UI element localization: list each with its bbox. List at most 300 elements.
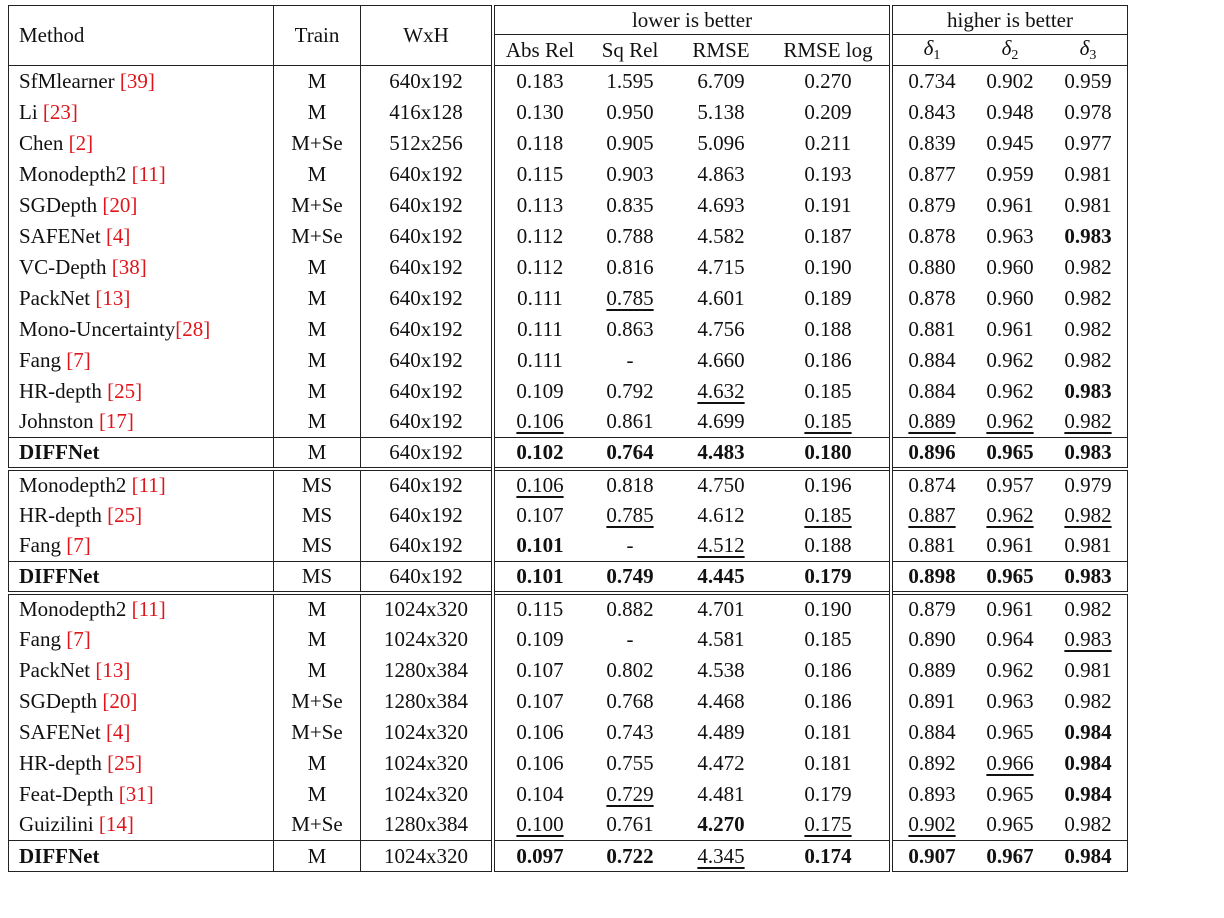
- metric-value: -: [626, 347, 634, 372]
- header-rmse-log: RMSE log: [767, 35, 891, 66]
- metric-value: 0.902: [908, 812, 956, 837]
- train-cell: M: [274, 314, 361, 345]
- method-cell: [9, 500, 274, 531]
- table-row: [9, 562, 1128, 593]
- metric-value: 0.961: [986, 596, 1034, 621]
- rmse-cell: [675, 717, 767, 748]
- delta2-cell: [971, 624, 1049, 655]
- sq-rel-cell: [585, 841, 675, 872]
- rmse-log-cell: [767, 810, 891, 841]
- delta3-cell: [1049, 500, 1128, 531]
- resolution-cell: 640x192: [361, 190, 494, 221]
- sq-rel-cell: [585, 283, 675, 314]
- metric-value: 0.978: [1064, 99, 1112, 124]
- method-cell: [9, 469, 274, 500]
- metric-value: 0.270: [804, 68, 852, 93]
- resolution-cell: 1280x384: [361, 686, 494, 717]
- abs-rel-cell: [493, 748, 585, 779]
- metric-value: 0.962: [986, 378, 1034, 403]
- metric-value: 1.595: [606, 68, 654, 93]
- resolution-cell: 1280x384: [361, 810, 494, 841]
- resolution-cell: 1024x320: [361, 841, 494, 872]
- citation-link[interactable]: [11]: [131, 161, 166, 186]
- metric-value: 0.960: [986, 254, 1034, 279]
- method-name: DIFFNet: [19, 843, 100, 868]
- header-abs-rel: Abs Rel: [493, 35, 585, 66]
- table-row: [9, 190, 1128, 221]
- delta1-cell: [891, 314, 971, 345]
- method-name: Chen: [19, 130, 69, 155]
- method-name: Johnston: [19, 409, 99, 434]
- method-name: Monodepth2: [19, 472, 132, 497]
- delta2-cell: [971, 407, 1049, 438]
- delta3-cell: [1049, 686, 1128, 717]
- metric-value: 0.109: [516, 378, 564, 403]
- resolution-cell: 640x192: [361, 252, 494, 283]
- citation-link[interactable]: [7]: [66, 626, 91, 651]
- rmse-log-cell: [767, 283, 891, 314]
- metric-value: 4.863: [697, 161, 745, 186]
- abs-rel-cell: [493, 252, 585, 283]
- metric-value: 0.982: [1064, 502, 1112, 527]
- metric-value: 0.962: [986, 409, 1034, 434]
- metric-value: 0.984: [1064, 781, 1112, 806]
- metric-value: 0.861: [606, 409, 654, 434]
- resolution-cell: 640x192: [361, 469, 494, 500]
- rmse-cell: [675, 686, 767, 717]
- method-cell: [9, 438, 274, 469]
- abs-rel-cell: [493, 655, 585, 686]
- delta2-cell: [971, 97, 1049, 128]
- metric-value: 0.179: [804, 781, 852, 806]
- citation-link[interactable]: [7]: [66, 347, 91, 372]
- metric-value: 0.907: [908, 843, 956, 868]
- delta1-cell: [891, 717, 971, 748]
- abs-rel-cell: [493, 97, 585, 128]
- train-cell: M: [274, 376, 361, 407]
- citation-link[interactable]: [11]: [131, 472, 166, 497]
- metric-value: 0.892: [908, 750, 956, 775]
- rmse-cell: [675, 97, 767, 128]
- delta3-cell: [1049, 190, 1128, 221]
- metric-value: 0.961: [986, 316, 1034, 341]
- train-cell: M: [274, 779, 361, 810]
- rmse-cell: [675, 438, 767, 469]
- metric-value: 0.882: [606, 596, 654, 621]
- delta2-cell: [971, 345, 1049, 376]
- sq-rel-cell: [585, 66, 675, 97]
- metric-value: 4.701: [697, 596, 745, 621]
- method-cell: [9, 407, 274, 438]
- metric-value: 0.190: [804, 254, 852, 279]
- resolution-cell: 1024x320: [361, 779, 494, 810]
- citation-link[interactable]: [38]: [111, 254, 147, 279]
- delta1-cell: [891, 624, 971, 655]
- metric-value: 0.115: [516, 596, 564, 621]
- rmse-log-cell: [767, 841, 891, 872]
- metric-value: 0.835: [606, 192, 654, 217]
- delta3-cell: [1049, 314, 1128, 345]
- metric-value: 0.903: [606, 161, 654, 186]
- delta1-cell: [891, 531, 971, 562]
- resolution-cell: 640x192: [361, 283, 494, 314]
- metric-value: 0.188: [804, 316, 852, 341]
- metric-value: 0.189: [804, 285, 852, 310]
- rmse-cell: [675, 66, 767, 97]
- metric-value: 0.982: [1064, 688, 1112, 713]
- train-cell: MS: [274, 469, 361, 500]
- metric-value: 0.180: [804, 439, 852, 464]
- header-lower-is-better: lower is better: [493, 6, 891, 35]
- citation-link[interactable]: [20]: [102, 688, 138, 713]
- metric-value: 0.191: [804, 192, 852, 217]
- metric-value: 0.891: [908, 688, 956, 713]
- citation-link[interactable]: [13]: [95, 285, 131, 310]
- rmse-log-cell: [767, 779, 891, 810]
- header-resolution: WxH: [361, 6, 494, 66]
- metric-value: 0.965: [986, 812, 1034, 837]
- delta2-cell: [971, 686, 1049, 717]
- method-cell: [9, 624, 274, 655]
- rmse-log-cell: [767, 159, 891, 190]
- metric-value: 0.880: [908, 254, 956, 279]
- method-name: HR-depth: [19, 750, 108, 775]
- sq-rel-cell: [585, 748, 675, 779]
- abs-rel-cell: [493, 128, 585, 159]
- metric-value: 0.889: [908, 409, 956, 434]
- sq-rel-cell: [585, 686, 675, 717]
- metric-value: 0.818: [606, 472, 654, 497]
- citation-link[interactable]: [4]: [105, 223, 131, 248]
- metric-value: 0.962: [986, 347, 1034, 372]
- metric-value: 0.983: [1064, 626, 1112, 651]
- delta3-cell: [1049, 128, 1128, 159]
- table-row: [9, 376, 1128, 407]
- delta1-cell: [891, 655, 971, 686]
- sq-rel-cell: [585, 190, 675, 221]
- method-name: PackNet: [19, 285, 96, 310]
- sq-rel-cell: [585, 252, 675, 283]
- metric-value: 0.893: [908, 781, 956, 806]
- delta3-cell: [1049, 748, 1128, 779]
- method-cell: [9, 841, 274, 872]
- delta3-cell: [1049, 779, 1128, 810]
- metric-value: 0.879: [908, 596, 956, 621]
- metric-value: 4.538: [697, 657, 745, 682]
- train-cell: MS: [274, 562, 361, 593]
- metric-value: 0.890: [908, 626, 956, 651]
- train-cell: M: [274, 655, 361, 686]
- delta3-cell: [1049, 717, 1128, 748]
- resolution-cell: 640x192: [361, 438, 494, 469]
- metric-value: 0.981: [1064, 657, 1112, 682]
- train-cell: M: [274, 283, 361, 314]
- citation-link[interactable]: [4]: [105, 719, 131, 744]
- rmse-log-cell: [767, 686, 891, 717]
- sq-rel-cell: [585, 717, 675, 748]
- metric-value: 0.977: [1064, 130, 1112, 155]
- method-name: HR-depth: [19, 378, 108, 403]
- rmse-cell: [675, 810, 767, 841]
- metric-value: 4.756: [697, 316, 745, 341]
- delta3-cell: [1049, 407, 1128, 438]
- method-cell: [9, 655, 274, 686]
- train-cell: M: [274, 407, 361, 438]
- metric-value: 0.104: [516, 781, 564, 806]
- sq-rel-cell: [585, 469, 675, 500]
- metric-value: 0.966: [986, 750, 1034, 775]
- delta2-cell: [971, 593, 1049, 624]
- rmse-log-cell: [767, 407, 891, 438]
- citation-link[interactable]: [39]: [119, 68, 155, 93]
- metric-value: 0.185: [804, 626, 852, 651]
- delta1-cell: [891, 841, 971, 872]
- citation-link[interactable]: [28]: [175, 316, 211, 341]
- metric-value: 0.785: [606, 285, 654, 310]
- resolution-cell: 640x192: [361, 500, 494, 531]
- delta3-cell: [1049, 841, 1128, 872]
- metric-value: 0.193: [804, 161, 852, 186]
- metric-value: 0.945: [986, 130, 1034, 155]
- citation-link[interactable]: [23]: [42, 99, 78, 124]
- header-delta3: $\delta_3$: [1049, 35, 1128, 66]
- delta2-cell: [971, 314, 1049, 345]
- metric-value: 4.483: [697, 439, 745, 464]
- citation-link[interactable]: [25]: [107, 750, 143, 775]
- sq-rel-cell: [585, 779, 675, 810]
- rmse-log-cell: [767, 190, 891, 221]
- citation-link[interactable]: [20]: [102, 192, 138, 217]
- metric-value: 0.983: [1064, 223, 1112, 248]
- rmse-log-cell: [767, 500, 891, 531]
- header-higher-is-better: higher is better: [891, 6, 1128, 35]
- header-delta1: $\delta_1$: [891, 35, 971, 66]
- table-row: [9, 686, 1128, 717]
- citation-link[interactable]: [2]: [68, 130, 94, 155]
- metric-value: 4.660: [697, 347, 745, 372]
- table-row: [9, 593, 1128, 624]
- delta2-cell: [971, 469, 1049, 500]
- method-cell: [9, 531, 274, 562]
- delta3-cell: [1049, 97, 1128, 128]
- abs-rel-cell: [493, 376, 585, 407]
- sq-rel-cell: [585, 97, 675, 128]
- metric-value: 0.115: [516, 161, 564, 186]
- metric-value: 0.181: [804, 719, 852, 744]
- metric-value: 4.715: [697, 254, 745, 279]
- sq-rel-cell: [585, 562, 675, 593]
- metric-value: 0.884: [908, 378, 956, 403]
- delta1-cell: [891, 810, 971, 841]
- header-rmse: RMSE: [675, 35, 767, 66]
- sq-rel-cell: [585, 531, 675, 562]
- train-cell: M: [274, 97, 361, 128]
- method-cell: [9, 252, 274, 283]
- rmse-cell: [675, 376, 767, 407]
- citation-link[interactable]: [25]: [107, 502, 143, 527]
- method-name: Monodepth2: [19, 161, 132, 186]
- metric-value: 0.190: [804, 596, 852, 621]
- metric-value: 0.962: [986, 502, 1034, 527]
- method-cell: [9, 717, 274, 748]
- delta2-cell: [971, 252, 1049, 283]
- rmse-log-cell: [767, 252, 891, 283]
- method-name: PackNet: [19, 657, 96, 682]
- delta1-cell: [891, 562, 971, 593]
- rmse-log-cell: [767, 438, 891, 469]
- rmse-cell: [675, 252, 767, 283]
- method-cell: [9, 221, 274, 252]
- metric-value: 0.957: [986, 472, 1034, 497]
- abs-rel-cell: [493, 810, 585, 841]
- sq-rel-cell: [585, 624, 675, 655]
- metric-value: 0.111: [517, 316, 563, 341]
- table-row: [9, 438, 1128, 469]
- abs-rel-cell: [493, 686, 585, 717]
- train-cell: M: [274, 748, 361, 779]
- citation-link[interactable]: [13]: [95, 657, 131, 682]
- metric-value: 0.961: [986, 192, 1034, 217]
- metric-value: 0.881: [908, 533, 956, 558]
- delta3-cell: [1049, 283, 1128, 314]
- train-cell: MS: [274, 531, 361, 562]
- delta2-cell: [971, 500, 1049, 531]
- sq-rel-cell: [585, 500, 675, 531]
- delta2-cell: [971, 717, 1049, 748]
- metric-value: 0.981: [1064, 192, 1112, 217]
- method-cell: [9, 190, 274, 221]
- sq-rel-cell: [585, 159, 675, 190]
- metric-value: 5.096: [697, 130, 745, 155]
- citation-link[interactable]: [25]: [107, 378, 143, 403]
- metric-value: 0.959: [1064, 68, 1112, 93]
- table-row: [9, 283, 1128, 314]
- sq-rel-cell: [585, 376, 675, 407]
- method-cell: [9, 686, 274, 717]
- metric-value: 0.843: [908, 99, 956, 124]
- rmse-log-cell: [767, 748, 891, 779]
- metric-value: 4.581: [697, 626, 745, 651]
- delta3-cell: [1049, 810, 1128, 841]
- citation-link[interactable]: [14]: [98, 812, 134, 837]
- method-cell: [9, 562, 274, 593]
- abs-rel-cell: [493, 221, 585, 252]
- method-cell: [9, 128, 274, 159]
- delta2-cell: [971, 841, 1049, 872]
- metric-value: 0.183: [516, 68, 564, 93]
- delta2-cell: [971, 438, 1049, 469]
- metric-value: 4.468: [697, 688, 745, 713]
- delta3-cell: [1049, 469, 1128, 500]
- delta2-cell: [971, 531, 1049, 562]
- citation-link[interactable]: [17]: [98, 409, 134, 434]
- rmse-log-cell: [767, 562, 891, 593]
- delta1-cell: [891, 500, 971, 531]
- abs-rel-cell: [493, 159, 585, 190]
- metric-value: 0.979: [1064, 472, 1112, 497]
- header-sq-rel: Sq Rel: [585, 35, 675, 66]
- metric-value: 0.768: [606, 688, 654, 713]
- metric-value: 0.174: [804, 843, 852, 868]
- table-row: [9, 252, 1128, 283]
- metric-value: 0.761: [606, 812, 654, 837]
- metric-value: 4.270: [697, 812, 745, 837]
- metric-value: 0.982: [1064, 812, 1112, 837]
- table-row: [9, 159, 1128, 190]
- rmse-log-cell: [767, 97, 891, 128]
- metric-value: 4.345: [697, 843, 745, 868]
- results-table: [8, 5, 1128, 872]
- abs-rel-cell: [493, 345, 585, 376]
- method-cell: [9, 314, 274, 345]
- header-train: Train: [274, 6, 361, 66]
- delta1-cell: [891, 376, 971, 407]
- metric-value: 0.816: [606, 254, 654, 279]
- method-cell: [9, 159, 274, 190]
- metric-value: 0.896: [908, 439, 956, 464]
- resolution-cell: 640x192: [361, 159, 494, 190]
- rmse-cell: [675, 283, 767, 314]
- delta2-cell: [971, 562, 1049, 593]
- citation-link[interactable]: [7]: [66, 533, 91, 558]
- table-body: [9, 66, 1128, 872]
- abs-rel-cell: [493, 779, 585, 810]
- metric-value: 0.863: [606, 316, 654, 341]
- abs-rel-cell: [493, 407, 585, 438]
- sq-rel-cell: [585, 345, 675, 376]
- abs-rel-cell: [493, 562, 585, 593]
- metric-value: 0.839: [908, 130, 956, 155]
- method-name: SGDepth: [19, 688, 103, 713]
- sq-rel-cell: [585, 810, 675, 841]
- metric-value: 0.100: [516, 812, 564, 837]
- metric-value: 0.097: [516, 843, 564, 868]
- metric-value: 0.982: [1064, 316, 1112, 341]
- delta1-cell: [891, 66, 971, 97]
- method-cell: [9, 345, 274, 376]
- citation-link[interactable]: [11]: [131, 596, 166, 621]
- method-name: SAFENet: [19, 223, 106, 248]
- metric-value: 0.878: [908, 285, 956, 310]
- rmse-cell: [675, 190, 767, 221]
- rmse-log-cell: [767, 531, 891, 562]
- citation-link[interactable]: [31]: [118, 781, 154, 806]
- table-row: [9, 624, 1128, 655]
- metric-value: 0.960: [986, 285, 1034, 310]
- metric-value: 0.967: [986, 843, 1034, 868]
- resolution-cell: 512x256: [361, 128, 494, 159]
- delta3-cell: [1049, 66, 1128, 97]
- header-delta2: $\delta_2$: [971, 35, 1049, 66]
- delta2-cell: [971, 128, 1049, 159]
- metric-value: 5.138: [697, 99, 745, 124]
- resolution-cell: 1024x320: [361, 748, 494, 779]
- delta1-cell: [891, 779, 971, 810]
- abs-rel-cell: [493, 190, 585, 221]
- metric-value: 0.984: [1064, 719, 1112, 744]
- table-row: [9, 345, 1128, 376]
- metric-value: 0.982: [1064, 347, 1112, 372]
- metric-value: 0.734: [908, 68, 956, 93]
- method-name: HR-depth: [19, 502, 108, 527]
- table-row: [9, 531, 1128, 562]
- metric-value: 0.982: [1064, 596, 1112, 621]
- train-cell: M: [274, 438, 361, 469]
- metric-value: 4.632: [697, 378, 745, 403]
- metric-value: 0.185: [804, 502, 852, 527]
- delta1-cell: [891, 407, 971, 438]
- abs-rel-cell: [493, 283, 585, 314]
